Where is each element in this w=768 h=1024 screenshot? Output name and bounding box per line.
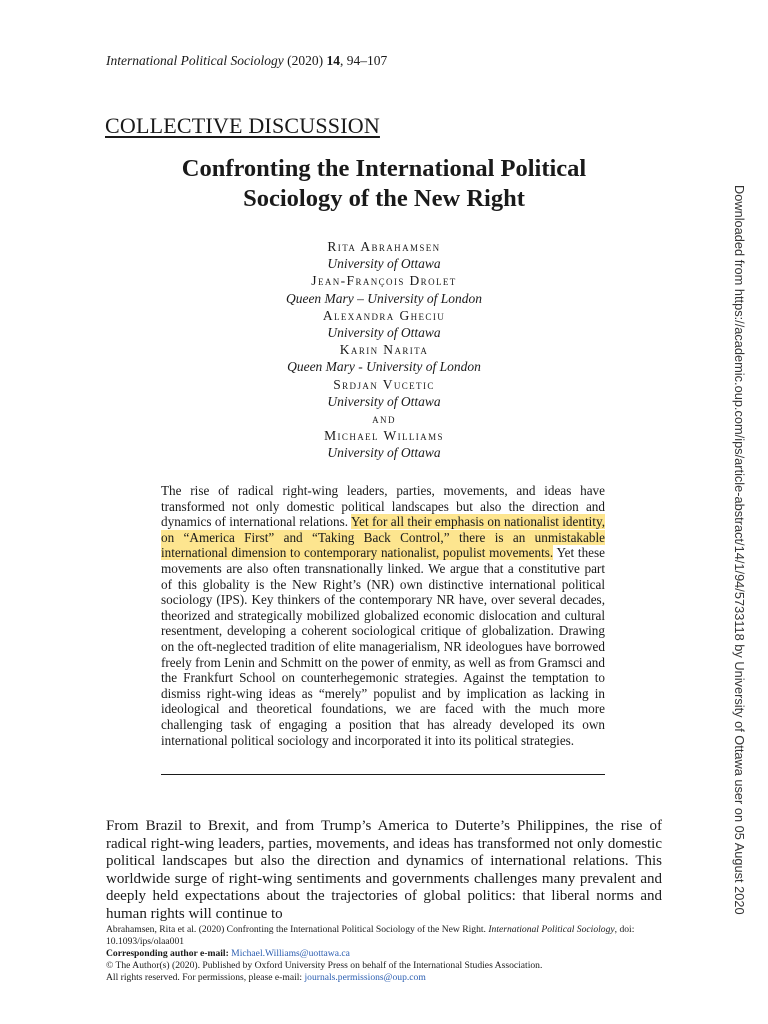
- citation-doi: , doi: 10.1093/ips/olaa001: [106, 924, 635, 947]
- and-separator: and: [372, 411, 396, 427]
- author-affiliation: University of Ottawa: [327, 445, 441, 461]
- title-line: Confronting the International Political: [181, 155, 587, 182]
- journal-pages: , 94–107: [339, 53, 388, 68]
- permissions-line: [106, 972, 666, 984]
- abstract-highlight[interactable]: Yet for all their emphasis on nationalist identity, on “America First” and “Taking Back Control,” there is an unmistakable international dimension to contemporary nationalist, populist movements.: [161, 514, 606, 561]
- journal-name: International Political Sociology: [106, 53, 284, 68]
- section-label: COLLECTIVE DISCUSSION: [105, 113, 380, 138]
- author-affiliation: University of Ottawa: [327, 393, 441, 409]
- body-paragraph: From Brazil to Brexit, and from Trump’s America to Duterte’s Philippines, the rise of radical right-wing leaders, parties, movements, and ideas has transformed not only domestic political landscapes but also the direction and dynamics of international relations. This worldwide surge of right-wing sentiments and governments challenges many prevalent and deeply held expectations about the trajectories of global politics: that liberal norms and human rights will continue to: [106, 818, 662, 922]
- permissions-email-link[interactable]: journals.permissions@oup.com: [304, 972, 426, 983]
- abstract-text: The rise of radical right-wing leaders, parties, movements, and ideas have transformed not only domestic political landscapes but also the direction and dynamics of international relations.: [161, 483, 605, 530]
- journal-volume: 14: [326, 53, 340, 68]
- corresponding-label: Corresponding author e-mail:: [106, 948, 232, 959]
- citation-text: Abrahamsen, Rita et al. (2020) Confronting the International Political Sociology of the New Right.: [106, 924, 489, 935]
- author-name: Karin Narita: [339, 342, 429, 358]
- author-affiliation: University of Ottawa: [327, 256, 441, 272]
- author-affiliation: University of Ottawa: [327, 325, 441, 341]
- corresponding-email-link[interactable]: Michael.Williams@uottawa.ca: [231, 948, 350, 959]
- abstract: [161, 483, 605, 748]
- author-name: Rita Abrahamsen: [327, 239, 441, 254]
- abstract-text: Yet these movements are also often transnationally linked. We argue that a constitutive part of this globality is the New Right’s (NR) own distinctive international political sociology (IPS). Key thinkers of the contemporary NR have, over several decades, theorized and strategically mobilized globalized economic dislocation and cultural resentment, developing a coherent sociological critique of globalization. Drawing on the oft-neglected tradition of elite managerialism, NR ideologues have borrowed freely from Lenin and Schmitt on the power of enmity, as well as from Gramsci and the Frankfurt School on counterhegemonic strategies. Against the temptation to dismiss right-wing ideas as “merely” populist and by implication as lacking in ideological and theoretical foundations, we are faced with the much more challenging task of engaging a position that has already developed its own international political sociology and incorporated it into its political strategies.: [161, 545, 605, 748]
- first-page-footnote: [106, 924, 666, 984]
- citation-journal: International Political Sociology: [488, 924, 615, 935]
- title-line: Sociology of the New Right: [243, 185, 525, 212]
- copyright-line: © The Author(s) (2020). Published by Oxford University Press on behalf of the International Studies Association.: [106, 960, 543, 971]
- permissions-text: All rights reserved. For permissions, please e-mail:: [106, 972, 305, 983]
- download-watermark: Downloaded from https://academic.oup.com/ips/article-abstract/14/1/94/5733118 by University of Ottawa user on 05 August 2020: [732, 185, 747, 915]
- author-name: Michael Williams: [324, 428, 444, 444]
- author-name: Jean-François Drolet: [311, 273, 457, 289]
- author-affiliation: Queen Mary – University of London: [285, 290, 483, 306]
- journal-year: (2020): [287, 53, 324, 68]
- abstract-divider: [161, 774, 605, 775]
- author-affiliation: Queen Mary - University of London: [287, 359, 481, 375]
- author-list: [184, 238, 584, 462]
- corresponding-author: [106, 948, 666, 960]
- journal-citation-header: [106, 53, 387, 69]
- citation-note: [106, 924, 666, 948]
- author-name: Alexandra Gheciu: [322, 307, 446, 323]
- author-name: Srdjan Vucetic: [333, 376, 435, 392]
- article-title: [100, 154, 668, 214]
